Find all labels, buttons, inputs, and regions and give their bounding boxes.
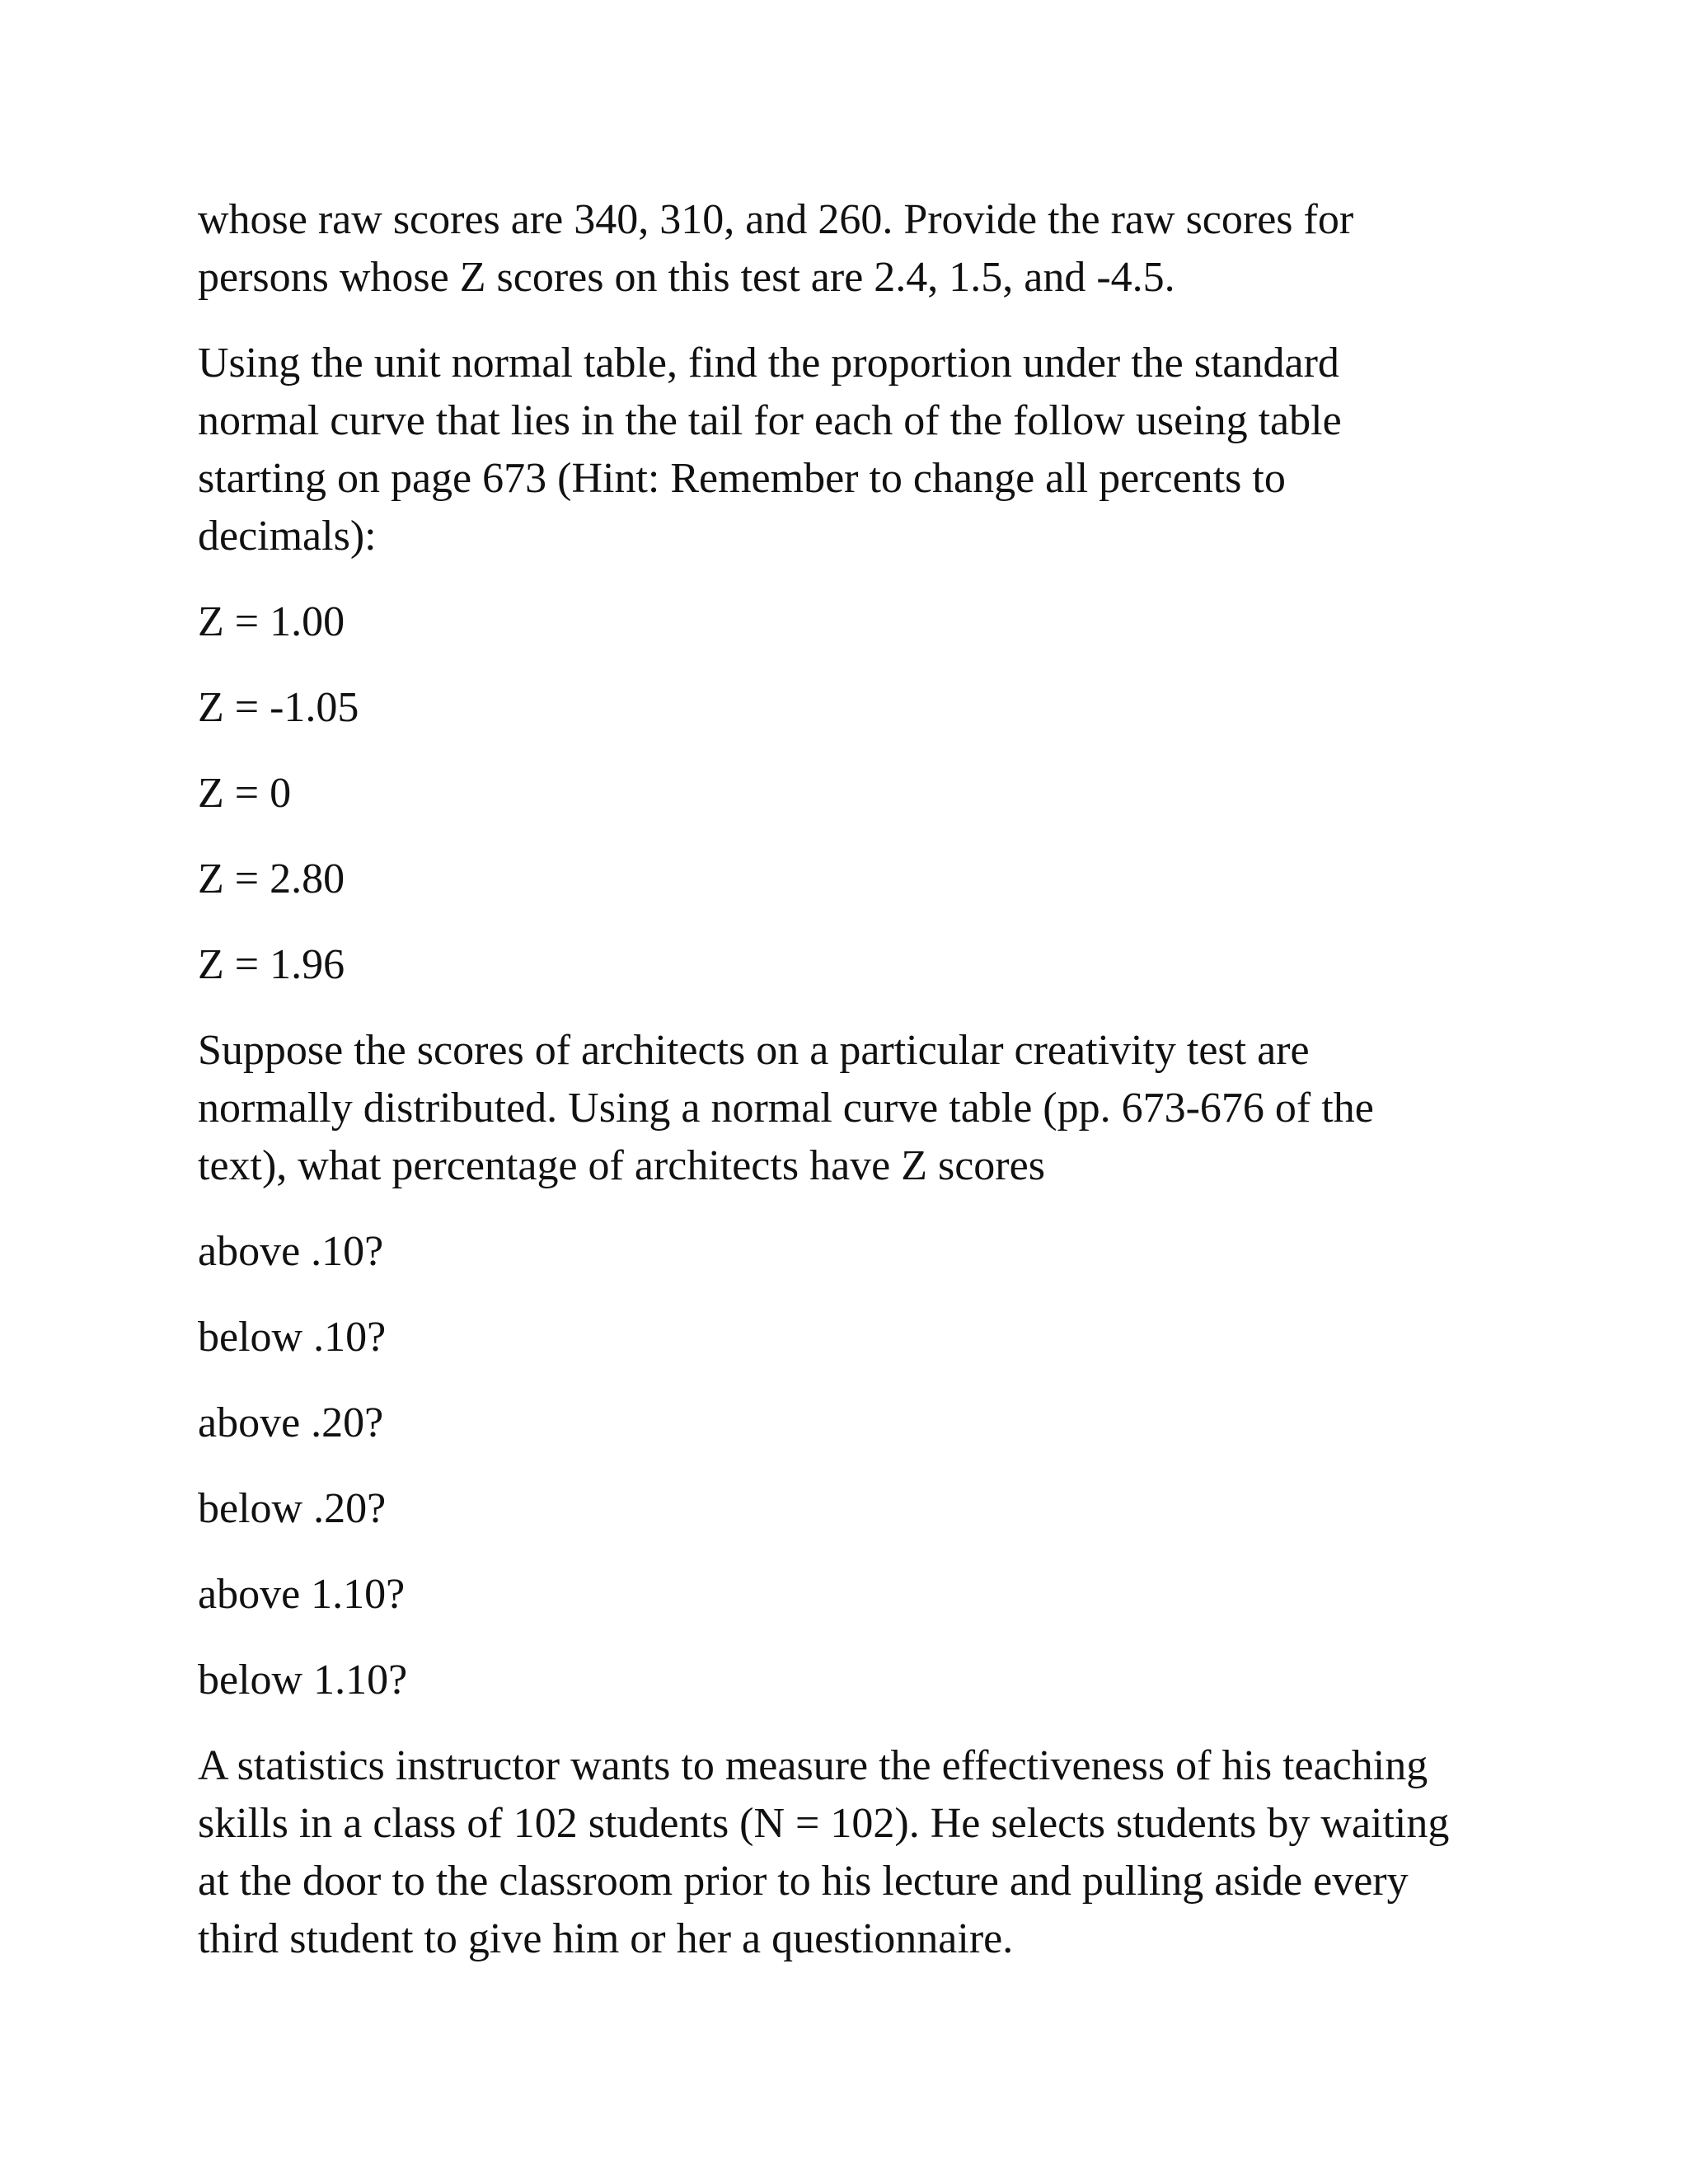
paragraph-unit-normal-table [198, 335, 1517, 565]
z-value-item: Z = 1.96 [198, 941, 345, 988]
text-line: normally distributed. Using a normal curve table (pp. 673-676 of the [198, 1085, 1374, 1132]
text-line: A statistics instructor wants to measure the effectiveness of his teaching [198, 1742, 1428, 1789]
text-line: persons whose Z scores on this test are 2.4, 1.5, and -4.5. [198, 254, 1175, 301]
percentage-question: below .20? [198, 1485, 387, 1532]
z-value-item: Z = 1.00 [198, 598, 345, 645]
text-line: normal curve that lies in the tail for each of the follow useing table [198, 397, 1342, 444]
paragraph-raw-scores [198, 191, 1517, 307]
percentage-question: below .10? [198, 1314, 387, 1361]
text-line: whose raw scores are 340, 310, and 260. Provide the raw scores for [198, 196, 1354, 243]
paragraph-architects [198, 1022, 1517, 1195]
percentage-question: below 1.10? [198, 1657, 408, 1704]
z-value-item: Z = 2.80 [198, 855, 345, 902]
text-line: Using the unit normal table, find the proportion under the standard [198, 340, 1339, 387]
text-line: at the door to the classroom prior to his lecture and pulling aside every [198, 1858, 1409, 1905]
percentage-question: above .20? [198, 1399, 384, 1446]
paragraph-statistics-instructor [198, 1737, 1517, 1968]
text-line: text), what percentage of architects have Z scores [198, 1142, 1045, 1189]
percentage-question: above .10? [198, 1228, 384, 1275]
text-line: skills in a class of 102 students (N = 102). He selects students by waiting [198, 1800, 1450, 1847]
document-body [198, 191, 1517, 1996]
text-line: Suppose the scores of architects on a particular creativity test are [198, 1027, 1310, 1074]
text-line: third student to give him or her a questionnaire. [198, 1915, 1014, 1962]
z-value-item: Z = 0 [198, 770, 292, 817]
text-line: starting on page 673 (Hint: Remember to change all percents to [198, 455, 1286, 502]
text-line: decimals): [198, 513, 377, 560]
percentage-question: above 1.10? [198, 1571, 406, 1618]
z-value-item: Z = -1.05 [198, 684, 359, 731]
